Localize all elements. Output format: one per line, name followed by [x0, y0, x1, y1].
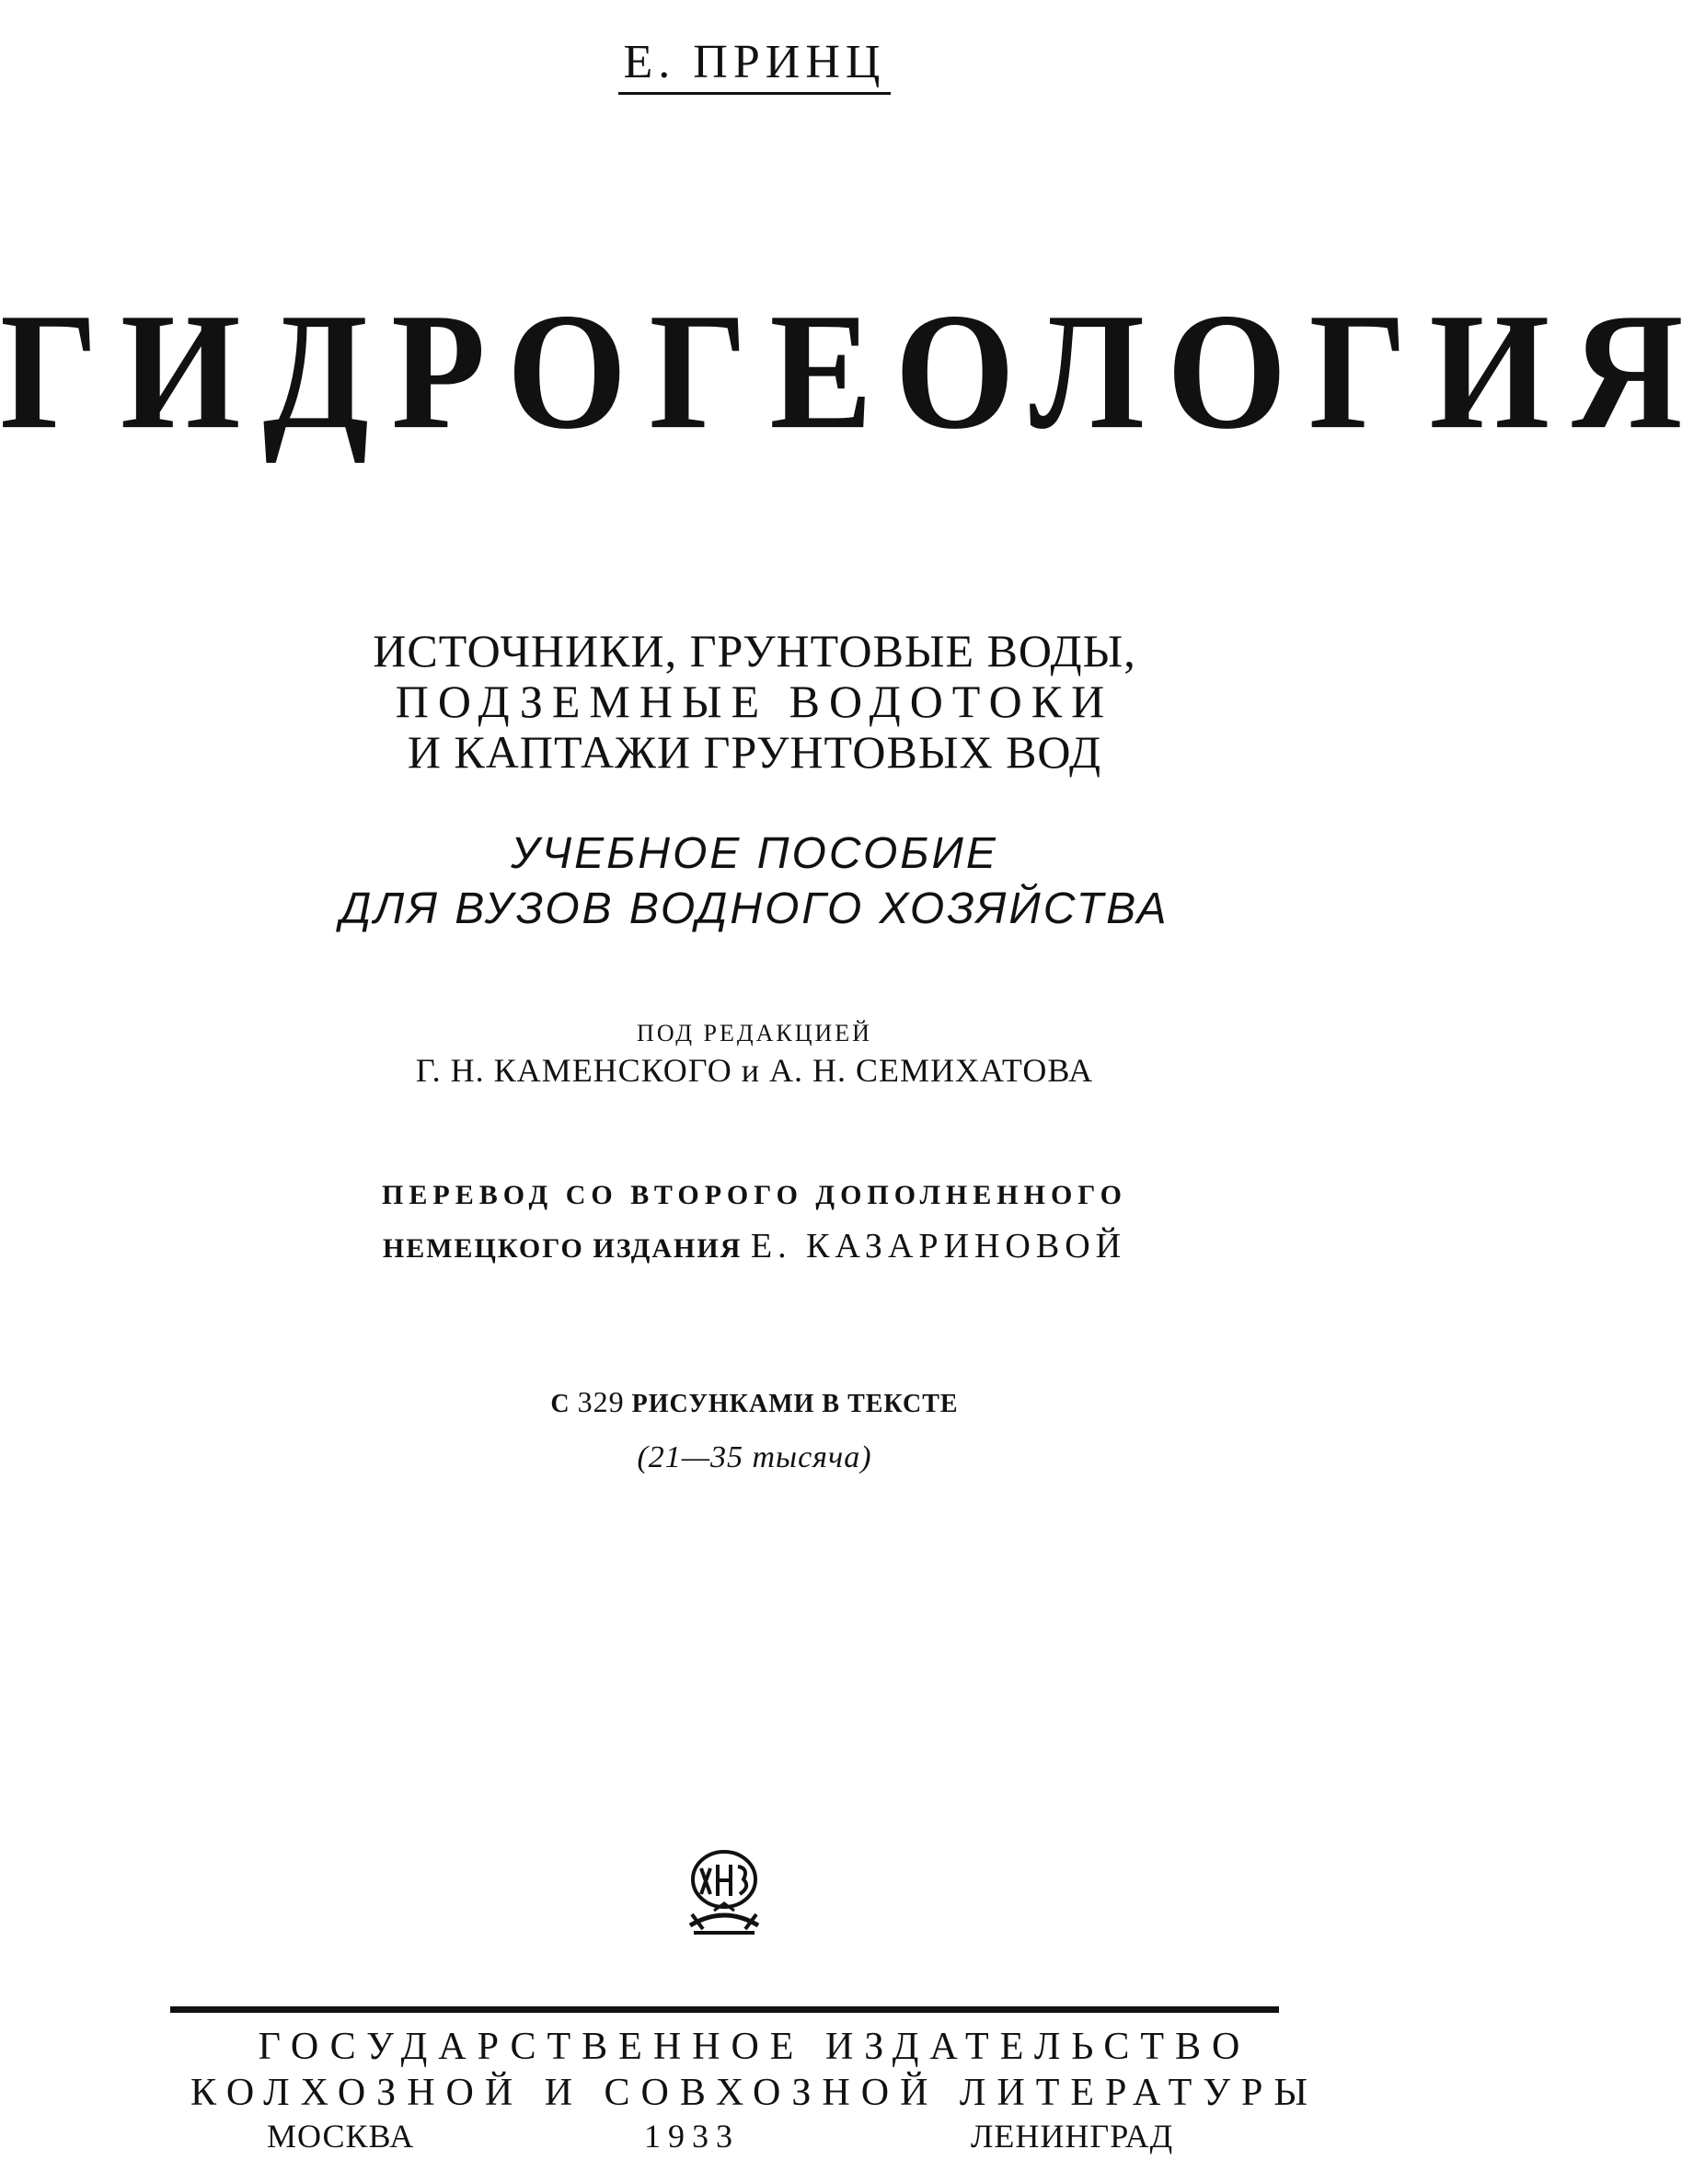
manual-line-2: ДЛЯ ВУЗОВ ВОДНОГО ХОЗЯЙСТВА	[340, 884, 1169, 933]
publisher-line-2: КОЛХОЗНОЙ И СОВХОЗНОЙ ЛИТЕРАТУРЫ	[190, 2072, 1319, 2114]
author-name: Е. ПРИНЦ	[618, 36, 892, 95]
translation-line-2	[0, 1226, 1509, 1266]
figures-note	[0, 1385, 1509, 1419]
translation-line-1: ПЕРЕВОД СО ВТОРОГО ДОПОЛНЕННОГО	[382, 1180, 1127, 1210]
subtitle-line-1: ИСТОЧНИКИ, ГРУНТОВЫЕ ВОДЫ,	[373, 625, 1136, 676]
manual-line-1: УЧЕБНОЕ ПОСОБИЕ	[511, 829, 998, 878]
imprint-line	[0, 2117, 1509, 2159]
translation-prefix: НЕМЕЦКОГО ИЗДАНИЯ	[382, 1233, 743, 1264]
figures-prefix: С	[550, 1390, 570, 1418]
editors-label: ПОД РЕДАКЦИЕЙ	[637, 1020, 872, 1046]
print-run: (21—35 тысяча)	[637, 1440, 872, 1474]
book-title: ГИДРОГЕОЛОГИЯ	[0, 279, 1705, 465]
publisher-rule	[170, 2006, 1279, 2013]
figures-suffix: РИСУНКАМИ В ТЕКСТЕ	[631, 1390, 959, 1418]
publication-year: 1933	[644, 2118, 740, 2155]
publisher-line-1: ГОСУДАРСТВЕННОЕ ИЗДАТЕЛЬСТВО	[258, 2026, 1251, 2068]
subtitle-line-2: ПОДЗЕМНЫЕ ВОДОТОКИ	[395, 676, 1114, 727]
city-left: МОСКВА	[267, 2118, 415, 2155]
author-line	[0, 35, 1509, 89]
city-right: ЛЕНИНГРАД	[971, 2118, 1174, 2155]
editors-names: Г. Н. КАМЕНСКОГО и А. Н. СЕМИХАТОВА	[415, 1052, 1094, 1089]
subtitle-line-3: И КАПТАЖИ ГРУНТОВЫХ ВОД	[407, 726, 1102, 778]
figures-count: 329	[577, 1385, 625, 1418]
translator-name: Е. КАЗАРИНОВОЙ	[750, 1227, 1127, 1265]
publisher-emblem-icon	[674, 1841, 775, 1942]
